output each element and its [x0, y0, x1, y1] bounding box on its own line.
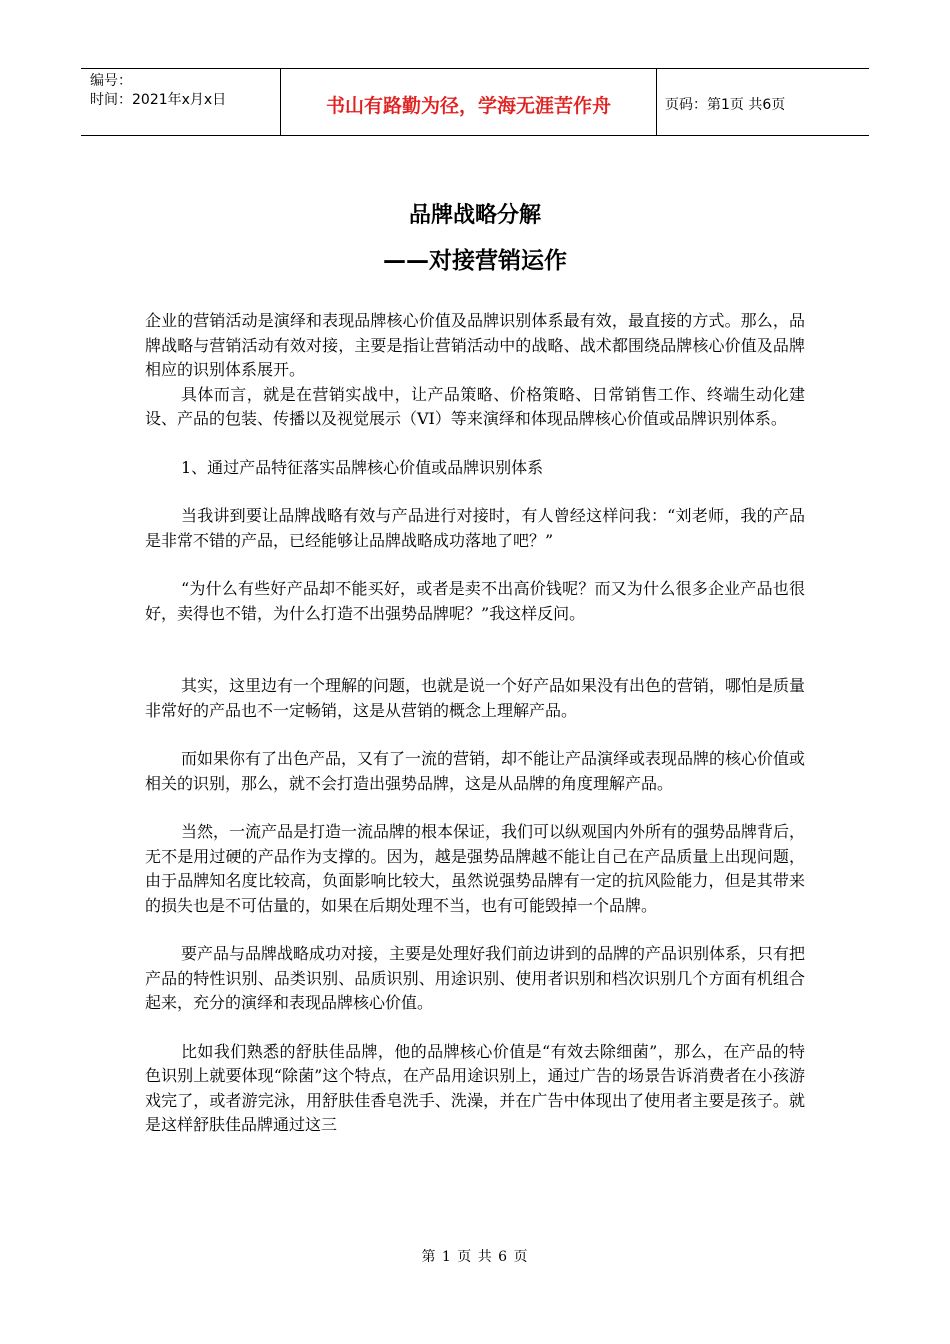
serial-number-label: 编号：: [90, 73, 132, 89]
page-header: [81, 68, 869, 136]
paragraph: 而如果你有了出色产品，又有了一流的营销，却不能让产品演绎或表现品牌的核心价值或相关的识别，那么，就不会打造出强势品牌，这是从品牌的角度理解产品。: [145, 749, 806, 793]
document-body: [145, 309, 805, 1138]
paragraph: 要产品与品牌战略成功对接，主要是处理好我们前边讲到的品牌的产品识别体系，只有把产品的特性识别、品类识别、品质识别、用途识别、使用者识别和档次识别几个方面有机组合起来，充分的演绎和表现品牌核心价值。: [145, 944, 806, 1012]
paragraph: “为什么有些好产品却不能买好，或者是卖不出高价钱呢？而又为什么很多企业产品也很好，卖得也不错，为什么打造不出强势品牌呢？”我这样反问。: [145, 579, 805, 623]
paragraph: 具体而言，就是在营销实战中，让产品策略、价格策略、日常销售工作、终端生动化建设、产品的包装、传播以及视觉展示（VI）等来演绎和体现品牌核心价值或品牌识别体系。: [145, 384, 805, 428]
paragraph: 当我讲到要让品牌战略有效与产品进行对接时，有人曾经这样问我：“刘老师，我的产品是非常不错的产品，已经能够让品牌战略成功落地了吧？”: [145, 506, 805, 550]
paragraph: 比如我们熟悉的舒肤佳品牌，他的品牌核心价值是“有效去除细菌”，那么，在产品的特色识别上就要体现“除菌”这个特点，在产品用途识别上，通过广告的场景告诉消费者在小孩游戏完了，或者游完泳，用舒肤佳香皂洗手、洗澡，并在广告中体现出了使用者主要是孩子。就是这样舒肤佳品牌通过这三: [145, 1041, 805, 1134]
date-label: 时间：2021年x月x日: [90, 92, 227, 108]
header-meta-cell: [81, 69, 281, 135]
header-motto: 书山有路勤为径，学海无涯苦作舟: [325, 94, 611, 117]
paragraph: 其实，这里边有一个理解的问题，也就是说一个好产品如果没有出色的营销，哪怕是质量非常好的产品也不一定畅销，这是从营销的概念上理解产品。: [145, 676, 806, 720]
header-page-info: 页码：第1页 共6页: [665, 97, 786, 113]
paragraph: 企业的营销活动是演绎和表现品牌核心价值及品牌识别体系最有效，最直接的方式。那么，品牌战略与营销活动有效对接，主要是指让营销活动中的战略、战术都围绕品牌核心价值及品牌相应的识别体系展开。: [145, 311, 805, 379]
section-heading: 1、通过产品特征落实品牌核心价值或品牌识别体系: [181, 457, 544, 477]
page-footer: 第 1 页 共 6 页: [421, 1249, 529, 1265]
document-subtitle: ——对接营销运作: [383, 248, 567, 274]
document-title: 品牌战略分解: [408, 203, 541, 228]
header-page-cell: [657, 69, 869, 135]
paragraph: 当然，一流产品是打造一流品牌的根本保证，我们可以纵观国内外所有的强势品牌背后，无不是用过硬的产品作为支撑的。因为，越是强势品牌越不能让自己在产品质量上出现问题，由于品牌知名度比较高，负面影响比较大，虽然说强势品牌有一定的抗风险能力，但是其带来的损失也是不可估量的，如果在后期处理不当，也有可能毁掉一个品牌。: [145, 822, 806, 915]
header-motto-cell: [281, 69, 657, 135]
